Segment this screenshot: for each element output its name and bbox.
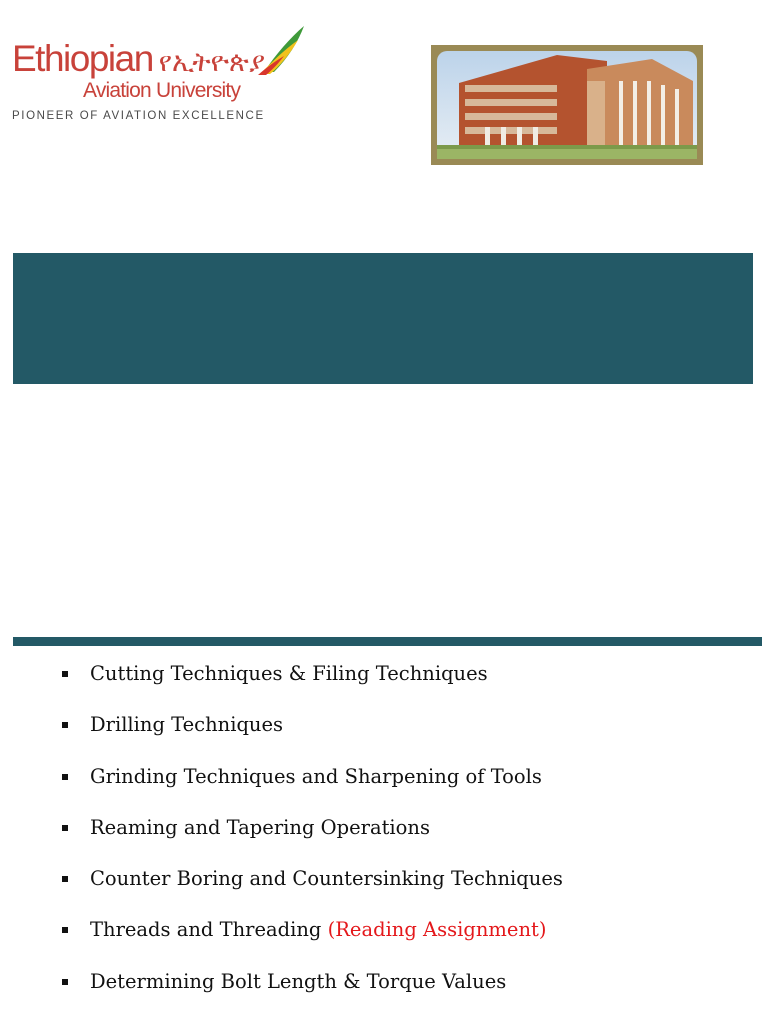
list-item <box>62 812 563 863</box>
topic-text: Reaming and Tapering Operations <box>90 815 430 839</box>
list-item <box>62 863 563 914</box>
list-item <box>62 658 563 709</box>
square-bullet-icon <box>62 722 68 728</box>
topic-list <box>62 658 563 1017</box>
building-image <box>437 51 697 159</box>
topic-text: Counter Boring and Countersinking Techniques <box>90 867 563 891</box>
topic-text: Cutting Techniques & Filing Techniques <box>90 662 488 685</box>
logo-name-english: Ethiopian <box>12 38 153 79</box>
topic-text: Threads and Threading <box>90 918 322 942</box>
section-divider <box>13 637 762 646</box>
wing-icon <box>258 24 306 76</box>
list-item <box>62 966 563 1017</box>
topic-text: Drilling Techniques <box>90 713 284 737</box>
logo-subtitle: Aviation University <box>83 79 241 102</box>
list-item <box>62 709 563 760</box>
topic-text: Grinding Techniques and Sharpening of Tools <box>90 764 542 788</box>
building-photo <box>431 45 703 165</box>
reading-assignment-note: (Reading Assignment) <box>327 918 547 942</box>
square-bullet-icon <box>62 671 68 677</box>
logo-tagline: PIONEER OF AVIATION EXCELLENCE <box>12 110 265 122</box>
list-item <box>62 761 563 812</box>
square-bullet-icon <box>62 979 68 985</box>
square-bullet-icon <box>62 825 68 831</box>
square-bullet-icon <box>62 774 68 780</box>
logo-name <box>12 38 265 80</box>
logo-name-amharic: የኢትዮጵያ <box>158 47 266 77</box>
square-bullet-icon <box>62 876 68 882</box>
list-item <box>62 914 563 965</box>
topic-text: Determining Bolt Length & Torque Values <box>90 969 507 993</box>
square-bullet-icon <box>62 927 68 933</box>
university-logo <box>12 24 302 134</box>
title-banner <box>13 253 753 384</box>
